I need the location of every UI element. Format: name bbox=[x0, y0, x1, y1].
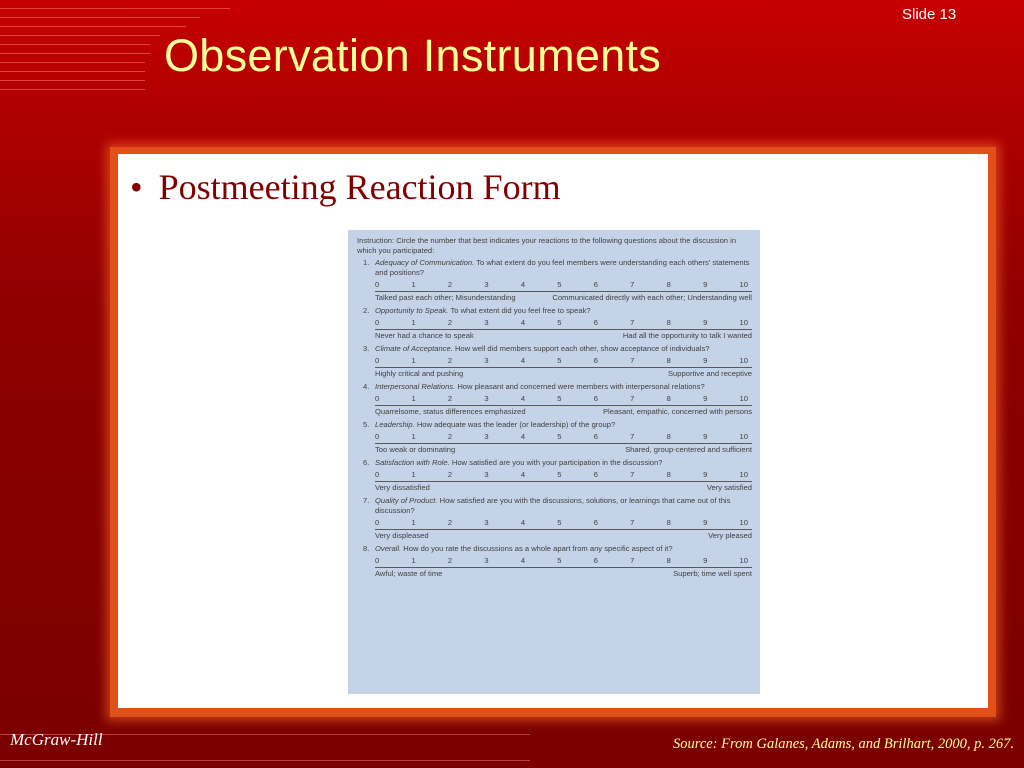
scale-number: 1 bbox=[411, 280, 416, 289]
scale-number: 1 bbox=[411, 470, 416, 479]
scale-number: 2 bbox=[447, 318, 453, 327]
question-body: How satisfied are you with your participation in the discussion? bbox=[451, 458, 663, 467]
question-body: How well did members support each other, show acceptance of individuals? bbox=[454, 344, 710, 353]
scale-number: 2 bbox=[447, 518, 453, 527]
question-text bbox=[357, 496, 752, 516]
scale-number: 9 bbox=[703, 280, 708, 289]
question-text bbox=[357, 420, 752, 430]
scale-number: 10 bbox=[739, 356, 748, 365]
scale-number: 10 bbox=[739, 518, 748, 527]
form-instruction: Instruction: Circle the number that best indicates your reactions to the following questions about the discussion in which you participated: bbox=[357, 236, 737, 255]
question-text bbox=[357, 258, 752, 278]
scale-number: 1 bbox=[411, 518, 416, 527]
question-title: Opportunity to Speak. bbox=[375, 306, 449, 315]
scale-number: 8 bbox=[666, 318, 671, 327]
scale-number: 2 bbox=[447, 280, 453, 289]
scale-number: 10 bbox=[739, 432, 748, 441]
form-question bbox=[357, 458, 752, 493]
question-text bbox=[357, 458, 752, 468]
scale-number: 8 bbox=[666, 356, 671, 365]
slide-number: Slide 13 bbox=[902, 6, 957, 23]
form-question bbox=[357, 382, 752, 417]
scale-number: 0 bbox=[375, 356, 380, 365]
question-title: Satisfaction with Role. bbox=[375, 458, 450, 467]
scale-anchors bbox=[375, 445, 752, 455]
question-body: How pleasant and concerned were members with interpersonal relations? bbox=[457, 382, 705, 391]
bullet-item bbox=[130, 166, 561, 208]
scale-number: 3 bbox=[484, 318, 489, 327]
rating-scale bbox=[375, 518, 752, 530]
question-text bbox=[357, 306, 752, 316]
scale-number: 8 bbox=[666, 518, 671, 527]
form-questions bbox=[357, 258, 752, 579]
scale-number: 1 bbox=[411, 318, 416, 327]
form-question bbox=[357, 496, 752, 541]
scale-number: 0 bbox=[375, 518, 380, 527]
scale-number: 10 bbox=[739, 470, 748, 479]
scale-low-anchor: Talked past each other; Misunderstanding bbox=[375, 293, 516, 302]
bullet-text: Postmeeting Reaction Form bbox=[158, 167, 561, 207]
rating-scale bbox=[375, 394, 752, 406]
scale-number: 6 bbox=[593, 432, 598, 441]
scale-number: 7 bbox=[630, 470, 635, 479]
scale-number: 9 bbox=[703, 318, 708, 327]
publisher-logo: McGraw-Hill bbox=[10, 730, 103, 749]
scale-number: 10 bbox=[739, 280, 748, 289]
scale-low-anchor: Very dissatisfied bbox=[375, 483, 430, 492]
rating-scale bbox=[375, 318, 752, 330]
scale-number: 0 bbox=[375, 280, 380, 289]
scale-number: 10 bbox=[739, 318, 748, 327]
scale-number: 3 bbox=[484, 432, 489, 441]
scale-anchors bbox=[375, 483, 752, 493]
scale-number: 1 bbox=[411, 432, 416, 441]
form-question bbox=[357, 544, 752, 579]
scale-anchors bbox=[375, 407, 752, 417]
scale-number: 3 bbox=[484, 356, 489, 365]
question-body: How do you rate the discussions as a whole apart from any specific aspect of it? bbox=[403, 544, 673, 553]
scale-number: 7 bbox=[630, 432, 635, 441]
question-number: 2. bbox=[363, 306, 370, 315]
form-question bbox=[357, 420, 752, 455]
question-title: Interpersonal Relations. bbox=[375, 382, 456, 391]
scale-number: 8 bbox=[666, 470, 671, 479]
scale-number: 5 bbox=[557, 356, 562, 365]
form-question bbox=[357, 258, 752, 303]
scale-number: 3 bbox=[484, 280, 489, 289]
question-body: To what extent do you feel members were understanding each others' statements and positions? bbox=[375, 258, 750, 277]
scale-number: 5 bbox=[557, 318, 562, 327]
scale-number: 4 bbox=[520, 518, 526, 527]
scale-number: 5 bbox=[557, 280, 562, 289]
scale-number: 0 bbox=[375, 556, 380, 565]
scale-number: 7 bbox=[630, 318, 635, 327]
scale-low-anchor: Quarrelsome, status differences emphasized bbox=[375, 407, 526, 416]
scale-number: 5 bbox=[557, 432, 562, 441]
question-title: Climate of Acceptance. bbox=[375, 344, 453, 353]
scale-number: 5 bbox=[557, 394, 562, 403]
question-title: Overall. bbox=[375, 544, 402, 553]
scale-number: 7 bbox=[630, 280, 635, 289]
scale-number: 6 bbox=[593, 518, 598, 527]
scale-number: 7 bbox=[630, 556, 635, 565]
scale-number: 3 bbox=[484, 556, 489, 565]
scale-number: 4 bbox=[520, 394, 526, 403]
question-number: 7. bbox=[363, 496, 370, 505]
scale-low-anchor: Very displeased bbox=[375, 531, 429, 540]
scale-number: 10 bbox=[739, 556, 748, 565]
scale-number: 6 bbox=[593, 318, 598, 327]
form-question bbox=[357, 344, 752, 379]
scale-number: 6 bbox=[593, 356, 598, 365]
question-body: How adequate was the leader (or leadership) of the group? bbox=[416, 420, 616, 429]
scale-number: 2 bbox=[447, 470, 453, 479]
bullet-dot: • bbox=[130, 167, 143, 207]
question-title: Adequacy of Communication. bbox=[375, 258, 475, 267]
scale-number: 0 bbox=[375, 432, 380, 441]
content-panel bbox=[118, 154, 988, 708]
rating-scale bbox=[375, 556, 752, 568]
question-title: Quality of Product. bbox=[375, 496, 438, 505]
scale-number: 5 bbox=[557, 556, 562, 565]
scale-number: 5 bbox=[557, 470, 562, 479]
scale-high-anchor: Superb; time well spent bbox=[673, 569, 752, 578]
scale-number: 8 bbox=[666, 432, 671, 441]
rating-scale bbox=[375, 470, 752, 482]
scale-number: 4 bbox=[520, 556, 526, 565]
scale-number: 3 bbox=[484, 394, 489, 403]
scale-high-anchor: Very pleased bbox=[708, 531, 752, 540]
question-title: Leadership. bbox=[375, 420, 415, 429]
scale-number: 4 bbox=[520, 356, 526, 365]
scale-number: 7 bbox=[630, 356, 635, 365]
question-number: 3. bbox=[363, 344, 370, 353]
scale-high-anchor: Very satisfied bbox=[706, 483, 752, 492]
scale-number: 6 bbox=[593, 280, 598, 289]
scale-number: 6 bbox=[593, 470, 598, 479]
question-number: 6. bbox=[363, 458, 370, 467]
scale-number: 8 bbox=[666, 394, 671, 403]
question-number: 1. bbox=[363, 258, 370, 267]
scale-number: 2 bbox=[447, 556, 453, 565]
scale-number: 9 bbox=[703, 356, 708, 365]
scale-number: 2 bbox=[447, 394, 453, 403]
reaction-form-image bbox=[348, 230, 760, 694]
rating-scale bbox=[375, 356, 752, 368]
scale-number: 7 bbox=[630, 394, 635, 403]
scale-number: 9 bbox=[703, 556, 708, 565]
scale-low-anchor: Too weak or dominating bbox=[375, 445, 456, 454]
question-text bbox=[357, 544, 752, 554]
scale-number: 5 bbox=[557, 518, 562, 527]
scale-number: 6 bbox=[593, 556, 598, 565]
slide-title: Observation Instruments bbox=[164, 30, 662, 81]
scale-low-anchor: Highly critical and pushing bbox=[375, 369, 464, 378]
scale-number: 1 bbox=[411, 356, 416, 365]
question-number: 5. bbox=[363, 420, 370, 429]
scale-number: 4 bbox=[520, 318, 526, 327]
question-number: 8. bbox=[363, 544, 370, 553]
scale-high-anchor: Supportive and receptive bbox=[667, 369, 752, 378]
scale-number: 2 bbox=[447, 356, 453, 365]
scale-number: 0 bbox=[375, 470, 380, 479]
question-text bbox=[357, 344, 752, 354]
scale-low-anchor: Awful; waste of time bbox=[375, 569, 443, 578]
scale-number: 0 bbox=[375, 394, 380, 403]
form-question bbox=[357, 306, 752, 341]
scale-anchors bbox=[375, 569, 752, 579]
scale-high-anchor: Shared, group-centered and sufficient bbox=[625, 445, 752, 454]
scale-number: 9 bbox=[703, 394, 708, 403]
scale-number: 0 bbox=[375, 318, 380, 327]
scale-number: 6 bbox=[593, 394, 598, 403]
question-body: To what extent did you feel free to speak? bbox=[450, 306, 591, 315]
scale-high-anchor: Had all the opportunity to talk I wanted bbox=[622, 331, 752, 340]
scale-number: 1 bbox=[411, 394, 416, 403]
rating-scale bbox=[375, 432, 752, 444]
scale-number: 8 bbox=[666, 280, 671, 289]
scale-number: 9 bbox=[703, 518, 708, 527]
scale-number: 4 bbox=[520, 280, 526, 289]
rating-scale bbox=[375, 280, 752, 292]
scale-anchors bbox=[375, 369, 752, 379]
scale-anchors bbox=[375, 331, 752, 341]
scale-number: 3 bbox=[484, 518, 489, 527]
question-text bbox=[357, 382, 752, 392]
scale-number: 9 bbox=[703, 432, 708, 441]
scale-number: 1 bbox=[411, 556, 416, 565]
question-body: How satisfied are you with the discussions, solutions, or learnings that came out of this discussion? bbox=[375, 496, 731, 515]
source-citation: Source: From Galanes, Adams, and Brilhart, 2000, p. 267. bbox=[672, 736, 1014, 752]
scale-number: 4 bbox=[520, 432, 526, 441]
scale-anchors bbox=[375, 531, 752, 541]
scale-number: 10 bbox=[739, 394, 748, 403]
scale-high-anchor: Communicated directly with each other; Understanding well bbox=[552, 293, 752, 302]
scale-number: 7 bbox=[630, 518, 635, 527]
scale-number: 2 bbox=[447, 432, 453, 441]
scale-number: 9 bbox=[703, 470, 708, 479]
scale-number: 8 bbox=[666, 556, 671, 565]
footer-divider-bottom bbox=[0, 760, 530, 761]
scale-low-anchor: Never had a chance to speak bbox=[375, 331, 474, 340]
question-number: 4. bbox=[363, 382, 370, 391]
scale-number: 4 bbox=[520, 470, 526, 479]
scale-anchors bbox=[375, 293, 752, 303]
scale-number: 3 bbox=[484, 470, 489, 479]
scale-high-anchor: Pleasant, empathic, concerned with persons bbox=[602, 407, 752, 416]
